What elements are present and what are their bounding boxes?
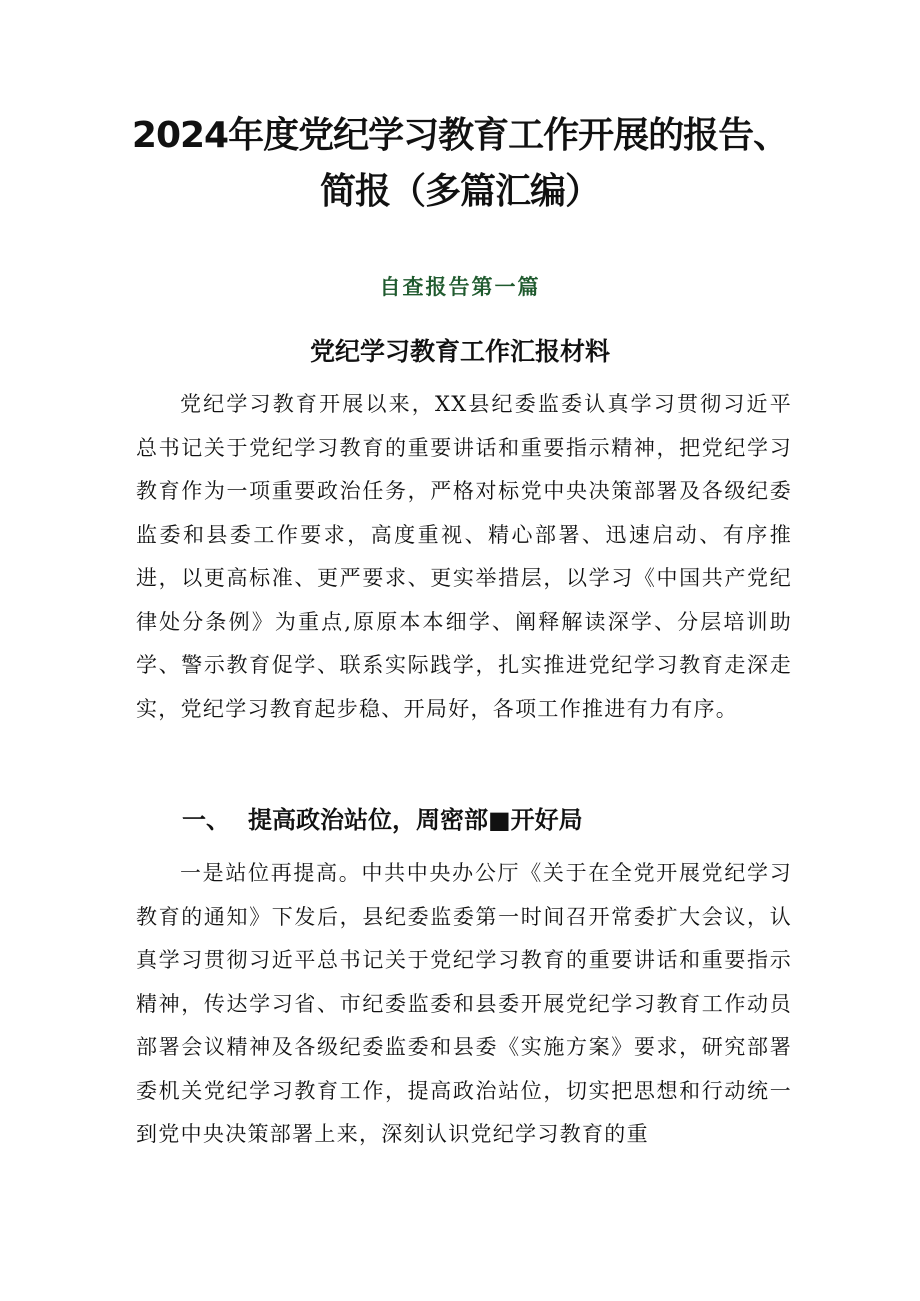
subtitle: 党纪学习教育工作汇报材料 bbox=[309, 337, 610, 366]
section-tag: 自查报告第一篇 bbox=[379, 274, 541, 299]
section-heading-1-text: 提高政治站位，周密部■开好局 bbox=[248, 806, 583, 834]
section-heading-1-number: 一、 bbox=[182, 806, 230, 834]
document-title bbox=[110, 108, 810, 220]
intro-paragraph: 党纪学习教育开展以来，XX县纪委监委认真学习贯彻习近平总书记关于党纪学习教育的重要讲话和重要指示精神，把党纪学习教育作为一项重要政治任务，严格对标党中央决策部署及各级纪委监委和县委工作要求，高度重视、精心部署、迅速启动、有序推进，以更高标准、更严要求、更实举措层，以学习《中国共产党纪律处分条例》为重点,原原本本细学、阐释解读深学、分层培训助学、警示教育促学、联系实际践学，扎实推进党纪学习教育走深走实，党纪学习教育起步稳、开局好，各项工作推进有力有序。 bbox=[136, 392, 792, 721]
section-heading-1 bbox=[182, 800, 583, 840]
document-title-line-1: 2024年度党纪学习教育工作开展的报告、 bbox=[131, 115, 789, 156]
body-paragraph: 一是站位再提高。中共中央办公厅《关于在全党开展党纪学习教育的通知》下发后，县纪委监委第一时间召开常委扩大会议，认真学习贯彻习近平总书记关于党纪学习教育的重要讲话和重要指示精神，传达学习省、市纪委监委和县委开展党纪学习教育工作动员部署会议精神及各级纪委监委和县委《实施方案》要求，研究部署委机关党纪学习教育工作，提高政治站位，切实把思想和行动统一到党中央决策部署上来，深刻认识党纪学习教育的重 bbox=[136, 861, 792, 1146]
document-title-line-2: 简报（多篇汇编） bbox=[319, 171, 600, 212]
